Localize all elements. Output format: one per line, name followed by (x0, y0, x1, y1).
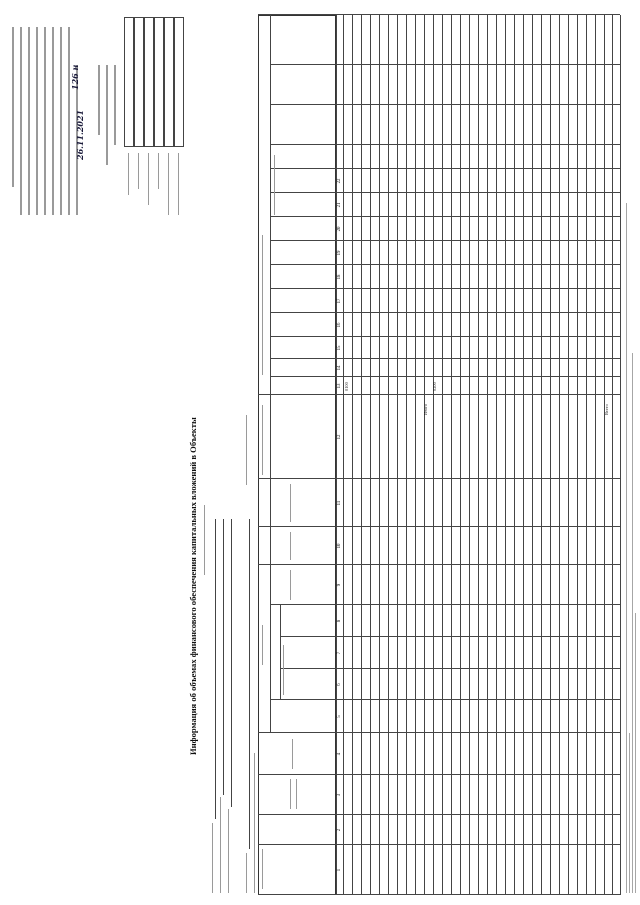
col-num: 19 (337, 250, 342, 256)
col-num: 16 (337, 322, 342, 328)
row-code: 0100 (344, 382, 349, 391)
total-label: Итого (423, 403, 428, 415)
col-num: 5 (337, 715, 342, 718)
col-num: 20 (337, 226, 342, 232)
grand-total-label: Всего (604, 404, 609, 415)
col-num: 10 (337, 543, 342, 549)
row-code: 0200 (432, 382, 437, 391)
order-number: 126 н (70, 64, 80, 90)
col-num: 7 (337, 651, 342, 655)
col-num: 18 (337, 274, 342, 280)
col-num: 21 (337, 202, 342, 208)
col-num: 17 (337, 298, 342, 304)
col-num: 3 (337, 793, 342, 797)
document-title: Информация об объемах финансового обеспечения капитальных вложений в Объекты (188, 417, 198, 755)
col-num: 13 (337, 383, 342, 389)
col-num: 6 (337, 683, 342, 686)
col-num: 4 (337, 752, 342, 756)
order-date: 26.11.2021 (75, 109, 85, 160)
col-num: 2 (337, 828, 342, 832)
col-num: 8 (337, 619, 342, 623)
col-num: 1 (337, 868, 342, 872)
col-num: 12 (337, 434, 342, 440)
col-num: 9 (337, 583, 342, 587)
col-num: 14 (337, 365, 342, 371)
col-num: 11 (337, 500, 342, 506)
col-num: 15 (337, 345, 342, 351)
col-num: 22 (337, 178, 342, 184)
